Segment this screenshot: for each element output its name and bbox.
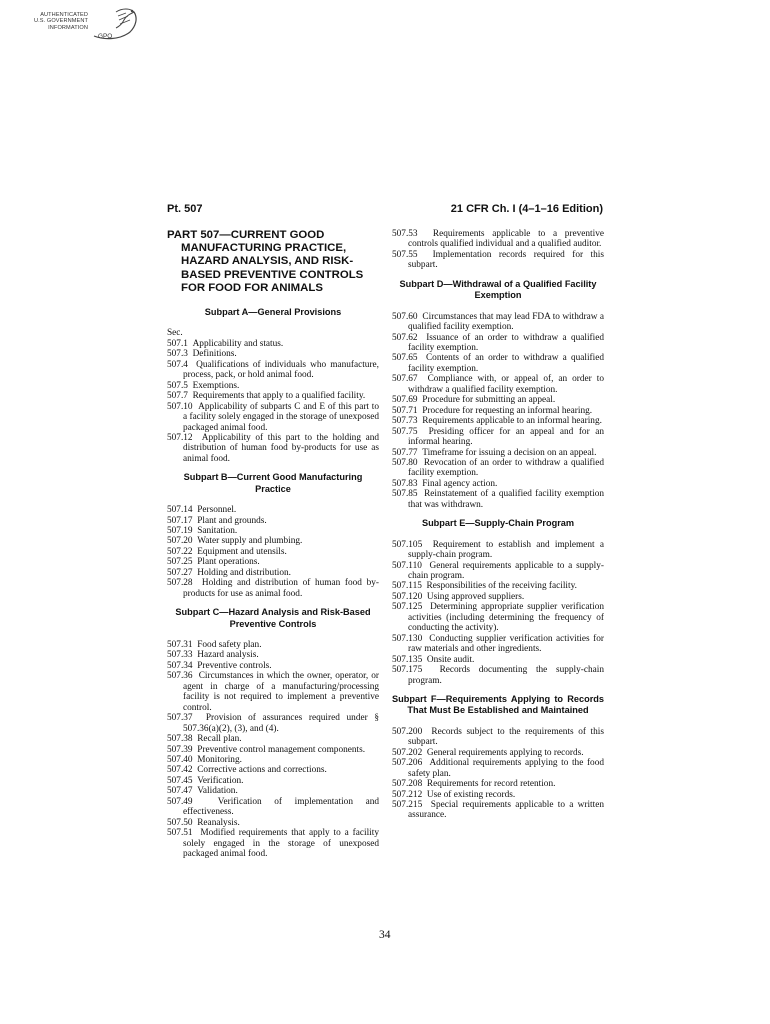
section-entry: [167, 360, 379, 381]
section-title: Use of existing records.: [426, 789, 516, 800]
section-title: Water supply and plumbing.: [197, 536, 303, 547]
section-entry: [167, 402, 379, 433]
section-title: Requirements for record retention.: [426, 779, 556, 790]
section-entry: [167, 765, 379, 775]
subpart-c-continued-list: [392, 229, 604, 271]
section-entry: [392, 229, 604, 250]
section-entry: [392, 406, 604, 416]
seal-gpo: GPO: [98, 33, 113, 40]
section-title: Definitions.: [192, 349, 237, 360]
section-title: Holding and distribution of human food by-products for use as animal food.: [183, 578, 379, 599]
section-entry: [392, 353, 604, 374]
section-title: Implementation records required for this subpart.: [408, 249, 604, 271]
subpart-e-list: [392, 540, 604, 686]
section-number: 507.125: [392, 602, 423, 613]
section-entry: [392, 427, 604, 448]
section-number: 507.202: [392, 747, 423, 758]
section-entry: [167, 505, 379, 515]
section-title: General requirements applicable to a supply-chain program.: [408, 560, 604, 581]
section-entry: [392, 655, 604, 665]
section-entry: [167, 828, 379, 859]
section-title: Sanitation.: [197, 526, 238, 537]
subpart-d-list: [392, 312, 604, 511]
section-entry: [167, 516, 379, 526]
subpart-b-list: [167, 505, 379, 599]
section-title: Responsibilities of the receiving facility.: [426, 581, 577, 592]
section-entry: [167, 661, 379, 671]
section-entry: [167, 381, 379, 391]
section-number: 507.50: [167, 817, 193, 828]
section-entry: [392, 779, 604, 789]
section-number: 507.120: [392, 591, 423, 602]
section-entry: [392, 665, 604, 686]
section-title: Records documenting the supply-chain program.: [408, 665, 604, 686]
section-title: Requirements that apply to a qualified facility.: [192, 391, 366, 402]
section-title: Compliance with, or appeal of, an order to withdraw a qualified facility exemption.: [408, 374, 604, 395]
sec-label: Sec.: [167, 328, 183, 339]
section-number: 507.31: [167, 640, 193, 651]
section-entry: [167, 786, 379, 796]
section-title: Monitoring.: [197, 755, 242, 765]
section-title: Final agency action.: [422, 478, 498, 489]
section-entry: [392, 727, 604, 748]
section-number: 507.73: [392, 416, 418, 427]
section-entry: [392, 800, 604, 821]
section-entry: [167, 536, 379, 546]
section-title: Verification of implementation and effectiveness.: [183, 796, 380, 818]
section-entry: [167, 557, 379, 567]
subpart-f-heading: Subpart F—Requirements Applying to Records That Must Be Established and Maintained: [392, 693, 604, 716]
section-number: 507.65: [392, 353, 418, 364]
section-number: 507.12: [167, 432, 193, 443]
section-entry: [392, 395, 604, 405]
subpart-e-heading: Subpart E—Supply-Chain Program: [421, 518, 575, 529]
section-title: Onsite audit.: [426, 654, 475, 665]
authentication-seal: [22, 6, 142, 46]
section-number: 507.105: [392, 539, 423, 550]
section-number: 507.40: [167, 755, 193, 765]
section-title: Equipment and utensils.: [197, 546, 287, 557]
section-number: 507.55: [392, 249, 418, 260]
section-title: Preventive control management components.: [197, 744, 366, 755]
section-number: 507.130: [392, 633, 423, 644]
section-number: 507.38: [167, 734, 193, 745]
section-entry: [392, 790, 604, 800]
section-title: Using approved suppliers.: [426, 591, 525, 602]
seal-text: [22, 12, 88, 31]
section-title: Food safety plan.: [197, 640, 262, 651]
section-entry: [392, 333, 604, 354]
section-entry: [167, 526, 379, 536]
section-entry: [167, 640, 379, 650]
section-title: Contents of an order to withdraw a qualified facility exemption.: [408, 353, 604, 374]
subpart-b-heading: Subpart B—Current Good Manufacturing Practice: [183, 472, 363, 494]
section-title: Recall plan.: [197, 734, 242, 745]
section-entry: [392, 448, 604, 458]
section-title: Reanalysis.: [197, 817, 240, 828]
section-number: 507.4: [167, 359, 188, 370]
subpart-c-list: [167, 640, 379, 860]
page-number: 34: [379, 929, 391, 941]
section-entry: [167, 671, 379, 713]
section-entry: [392, 312, 604, 333]
section-title: Provision of assurances required under § 507.36(a)(2), (3), and (4).: [183, 713, 379, 734]
section-entry: [167, 349, 379, 359]
right-column: [392, 229, 604, 821]
section-title: Validation.: [197, 786, 238, 797]
section-title: Hazard analysis.: [197, 650, 259, 661]
section-entry: [167, 650, 379, 660]
section-number: 507.135: [392, 654, 423, 665]
section-number: 507.37: [167, 713, 193, 724]
section-entry: [392, 458, 604, 479]
section-title: Plant operations.: [197, 557, 260, 568]
section-number: 507.62: [392, 332, 418, 343]
section-number: 507.80: [392, 457, 418, 468]
section-title: Applicability and status.: [192, 338, 284, 349]
section-number: 507.175: [392, 665, 423, 676]
seal-line-2: U.S. GOVERNMENT: [33, 18, 88, 25]
section-number: 507.1: [167, 338, 188, 349]
section-number: 507.22: [167, 546, 193, 557]
seal-line-1: AUTHENTICATED: [40, 12, 88, 18]
section-number: 507.33: [167, 650, 193, 661]
section-title: Applicability of subparts C and E of this part to a facility solely engaged in the storage of unexposed packaged animal food.: [183, 401, 379, 433]
section-entry: [167, 578, 379, 599]
subpart-c-heading: Subpart C—Hazard Analysis and Risk-Based Preventive Controls: [175, 607, 371, 629]
section-title: Determining appropriate supplier verification activities (including determining the frequency of conducting the activity).: [408, 602, 605, 634]
section-entry: [392, 489, 604, 510]
section-number: 507.47: [167, 786, 193, 797]
section-entry: [392, 602, 604, 633]
section-number: 507.39: [167, 744, 193, 755]
section-title: Reinstatement of a qualified facility exemption that was withdrawn.: [408, 489, 604, 510]
section-entry: [167, 568, 379, 578]
section-number: 507.51: [167, 828, 193, 839]
section-number: 507.25: [167, 557, 193, 568]
section-number: 507.10: [167, 401, 193, 412]
section-title: Applicability of this part to the holding and distribution of human food by-products for use as animal food.: [183, 432, 379, 464]
section-entry: [167, 745, 379, 755]
section-entry: [167, 776, 379, 786]
section-title: Special requirements applicable to a written assurance.: [408, 799, 604, 821]
left-column: [167, 229, 379, 860]
section-number: 507.83: [392, 478, 418, 489]
section-title: Preventive controls.: [197, 660, 272, 671]
section-title: Requirement to establish and implement a supply-chain program.: [408, 539, 604, 561]
section-number: 507.36: [167, 671, 193, 682]
section-entry: [167, 818, 379, 828]
section-entry: [392, 416, 604, 426]
section-entry: [167, 391, 379, 401]
section-title: Revocation of an order to withdraw a qualified facility exemption.: [408, 457, 604, 479]
section-number: 507.14: [167, 505, 193, 516]
section-number: 507.27: [167, 567, 193, 578]
section-number: 507.42: [167, 765, 193, 776]
section-title: Procedure for requesting an informal hearing.: [422, 405, 593, 416]
section-entry: [392, 758, 604, 779]
section-title: Personnel.: [197, 505, 237, 516]
section-entry: [392, 561, 604, 582]
section-title: Procedure for submitting an appeal.: [422, 395, 556, 406]
section-number: 507.45: [167, 775, 193, 786]
section-number: 507.110: [392, 560, 422, 571]
subpart-f-list: [392, 727, 604, 821]
section-entry: [392, 374, 604, 395]
section-number: 507.20: [167, 536, 193, 547]
section-number: 507.215: [392, 799, 423, 810]
subpart-d-heading: Subpart D—Withdrawal of a Qualified Facility Exemption: [399, 278, 597, 301]
section-number: 507.53: [392, 229, 418, 239]
section-title: Corrective actions and corrections.: [197, 765, 327, 776]
section-title: Requirements applicable to a preventive controls qualified individual and a qualified auditor.: [408, 229, 604, 250]
section-title: Plant and grounds.: [197, 515, 267, 526]
section-number: 507.34: [167, 660, 193, 671]
section-number: 507.115: [392, 581, 422, 592]
section-title: Exemptions.: [192, 380, 240, 391]
section-title: Circumstances that may lead FDA to withdraw a qualified facility exemption.: [408, 311, 604, 333]
section-number: 507.60: [392, 311, 418, 322]
subpart-a-heading: Subpart A—General Provisions: [204, 307, 342, 318]
section-number: 507.7: [167, 391, 188, 402]
running-head-right: 21 CFR Ch. I (4–1–16 Edition): [450, 203, 603, 215]
section-number: 507.19: [167, 526, 193, 537]
section-title: Issuance of an order to withdraw a qualified facility exemption.: [408, 332, 604, 353]
section-entry: [392, 540, 604, 561]
section-entry: [167, 734, 379, 744]
section-number: 507.17: [167, 515, 193, 526]
section-title: Requirements applicable to an informal hearing.: [422, 416, 602, 427]
part-title: PART 507—CURRENT GOOD MANUFACTURING PRACTICE, HAZARD ANALYSIS, AND RISK-BASED PREVENTIVE CONTROLS FOR FOOD FOR ANIMALS: [167, 229, 364, 294]
running-head-left: Pt. 507: [167, 203, 203, 215]
section-entry: [167, 433, 379, 464]
section-number: 507.200: [392, 726, 423, 737]
section-title: Verification.: [197, 775, 244, 786]
section-title: Records subject to the requirements of this subpart.: [408, 726, 604, 748]
section-title: Circumstances in which the owner, operator, or agent in charge of a manufacturing/processing facility is not required to implement a preventive control.: [183, 671, 380, 713]
section-number: 507.206: [392, 758, 423, 769]
section-number: 507.71: [392, 405, 418, 416]
section-entry: [392, 581, 604, 591]
section-number: 507.28: [167, 578, 193, 589]
section-entry: [392, 634, 604, 655]
section-entry: [167, 797, 379, 818]
seal-line-3: INFORMATION: [48, 24, 88, 31]
section-entry: [167, 339, 379, 349]
section-title: General requirements applying to records.: [426, 747, 584, 758]
section-title: Additional requirements applying to the food safety plan.: [408, 758, 604, 779]
section-number: 507.75: [392, 426, 418, 437]
section-entry: [392, 748, 604, 758]
section-title: Conducting supplier verification activities for raw materials and other ingredients.: [408, 633, 604, 655]
section-title: Qualifications of individuals who manufacture, process, pack, or hold animal food.: [183, 359, 379, 381]
section-number: 507.3: [167, 349, 188, 360]
section-number: 507.69: [392, 395, 418, 406]
section-title: Timeframe for issuing a decision on an appeal.: [422, 447, 597, 458]
section-entry: [167, 713, 379, 734]
section-title: Presiding officer for an appeal and for an informal hearing.: [408, 426, 604, 448]
section-entry: [392, 479, 604, 489]
section-number: 507.49: [167, 796, 193, 807]
eagle-logo-icon: [86, 6, 144, 46]
section-entry: [167, 755, 379, 765]
section-entry: [392, 592, 604, 602]
section-number: 507.5: [167, 380, 188, 391]
section-number: 507.212: [392, 789, 423, 800]
section-entry: [392, 250, 604, 271]
section-title: Holding and distribution.: [197, 567, 291, 578]
subpart-a-list: [167, 339, 379, 464]
section-number: 507.208: [392, 779, 423, 790]
section-number: 507.67: [392, 374, 418, 385]
section-entry: [167, 547, 379, 557]
section-number: 507.77: [392, 447, 418, 458]
section-number: 507.85: [392, 489, 418, 500]
section-title: Modified requirements that apply to a facility solely engaged in the storage of unexposed packaged animal food.: [183, 828, 379, 860]
